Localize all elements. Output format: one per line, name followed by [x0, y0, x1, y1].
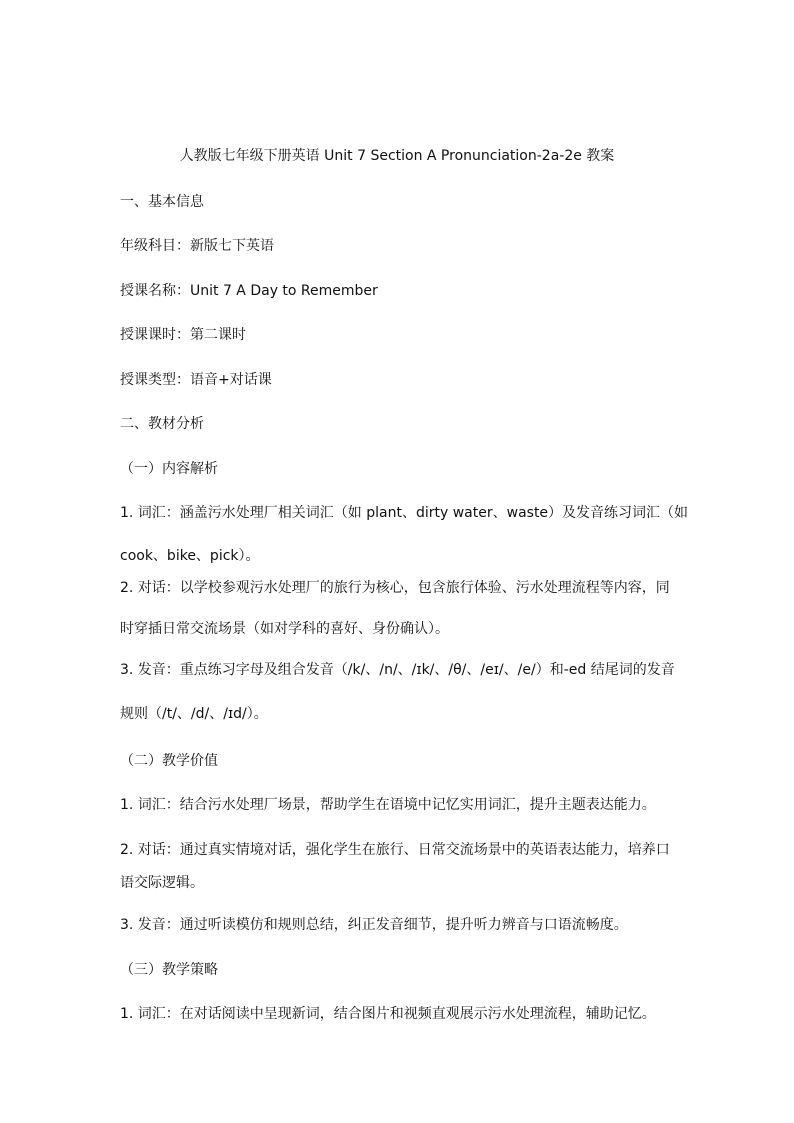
subheading-teaching-value: （二）教学价值: [120, 753, 218, 769]
content-item-pronunciation-line2: 规则（/t/、/d/、/ɪd/）。: [120, 706, 268, 722]
lesson-name: 授课名称：Unit 7 A Day to Remember: [120, 283, 378, 299]
section-heading-material-analysis: 二、教材分析: [120, 416, 204, 432]
content-item-vocabulary-line1: 1. 词汇：涵盖污水处理厂相关词汇（如 plant、dirty water、waste）及发音练习词汇（如: [120, 505, 689, 521]
content-item-vocabulary-line2: cook、bike、pick）。: [120, 548, 260, 564]
value-item-dialogue: [120, 840, 676, 893]
subheading-content-analysis: （一）内容解析: [120, 461, 218, 477]
content-item-pronunciation-line1: 3. 发音：重点练习字母及组合发音（/k/、/n/、/ɪk/、/θ/、/eɪ/、/e/）和-ed 结尾词的发音: [120, 662, 675, 678]
content-item-dialogue-line2: 时穿插日常交流场景（如对学科的喜好、身份确认）。: [120, 621, 449, 637]
value-item-pronunciation: 3. 发音：通过听读模仿和规则总结，纠正发音细节，提升听力辨音与口语流畅度。: [120, 917, 628, 933]
content-item-pronunciation: [120, 660, 676, 724]
subheading-teaching-strategy: （三）教学策略: [120, 962, 218, 978]
content-item-vocabulary: [120, 503, 689, 566]
value-item-dialogue-line1: 2. 对话：通过真实情境对话，强化学生在旅行、日常交流场景中的英语表达能力，培养口: [120, 842, 670, 858]
content-item-dialogue: [120, 578, 676, 639]
grade-subject: 年级科目：新版七下英语: [120, 238, 274, 254]
strategy-item-vocabulary: 1. 词汇：在对话阅读中呈现新词，结合图片和视频直观展示污水处理流程，辅助记忆。: [120, 1006, 656, 1022]
lesson-type: 授课类型：语音+对话课: [120, 372, 272, 388]
value-item-vocabulary: 1. 词汇：结合污水处理厂场景，帮助学生在语境中记忆实用词汇，提升主题表达能力。: [120, 797, 656, 813]
value-item-dialogue-line2: 语交际逻辑。: [120, 875, 204, 891]
document-title: 人教版七年级下册英语 Unit 7 Section A Pronunciation-2a-2e 教案: [179, 148, 615, 164]
content-item-dialogue-line1: 2. 对话：以学校参观污水处理厂的旅行为核心，包含旅行体验、污水处理流程等内容，同: [120, 580, 670, 596]
lesson-period: 授课课时：第二课时: [120, 327, 246, 343]
section-heading-basic-info: 一、基本信息: [120, 194, 204, 210]
